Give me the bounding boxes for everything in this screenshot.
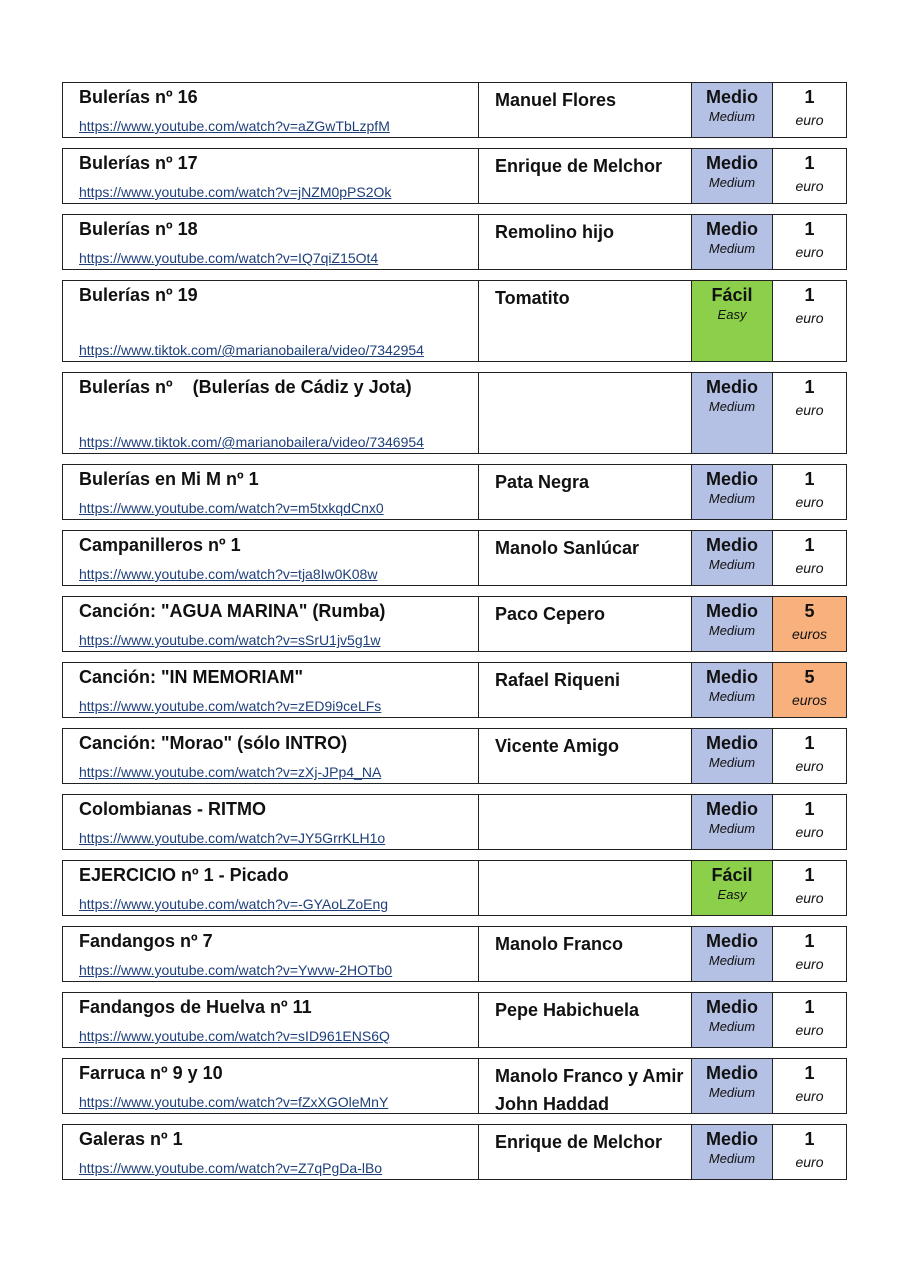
difficulty-badge xyxy=(692,83,773,137)
difficulty-label-en: Easy xyxy=(717,307,747,322)
price-cell xyxy=(773,1125,846,1179)
table-row xyxy=(62,82,847,138)
video-link[interactable]: https://www.youtube.com/watch?v=jNZM0pPS2Ok xyxy=(79,184,392,200)
price-unit: euro xyxy=(795,956,824,972)
price-unit: euro xyxy=(795,178,824,194)
title-cell xyxy=(63,215,479,269)
difficulty-label: Medio xyxy=(706,153,758,173)
price-value: 1 xyxy=(804,799,815,819)
table-row xyxy=(62,728,847,784)
price-value: 1 xyxy=(804,153,815,173)
title-cell xyxy=(63,597,479,651)
artist-name: Manolo Sanlúcar xyxy=(479,531,692,585)
price-unit: euro xyxy=(795,310,824,326)
artist-name xyxy=(479,373,692,453)
piece-title: Bulerías en Mi M nº 1 xyxy=(79,469,259,489)
artist-name: Manuel Flores xyxy=(479,83,692,137)
video-link[interactable]: https://www.youtube.com/watch?v=IQ7qiZ15Ot4 xyxy=(79,250,379,266)
video-link[interactable]: https://www.youtube.com/watch?v=JY5GrrKLH1o xyxy=(79,830,386,846)
price-value: 1 xyxy=(804,285,815,305)
price-value: 5 xyxy=(804,667,815,687)
video-link[interactable]: https://www.youtube.com/watch?v=zXj-JPp4_NA xyxy=(79,764,382,780)
title-cell xyxy=(63,1059,479,1113)
difficulty-badge xyxy=(692,861,773,915)
table-row xyxy=(62,464,847,520)
table-row xyxy=(62,372,847,454)
difficulty-label: Medio xyxy=(706,219,758,239)
difficulty-badge xyxy=(692,597,773,651)
difficulty-label: Medio xyxy=(706,997,758,1017)
video-link[interactable]: https://www.youtube.com/watch?v=sSrU1jv5g1w xyxy=(79,632,381,648)
price-value: 1 xyxy=(804,469,815,489)
difficulty-label-en: Medium xyxy=(708,109,756,124)
difficulty-label-en: Easy xyxy=(717,887,747,902)
price-value: 1 xyxy=(804,219,815,239)
piece-title: Galeras nº 1 xyxy=(79,1129,183,1149)
price-value: 1 xyxy=(804,1063,815,1083)
title-cell xyxy=(63,465,479,519)
title-cell xyxy=(63,993,479,1047)
price-value: 1 xyxy=(804,377,815,397)
difficulty-label: Medio xyxy=(706,1063,758,1083)
difficulty-label-en: Medium xyxy=(708,399,756,414)
artist-name: Pata Negra xyxy=(479,465,692,519)
artist-name: Rafael Riqueni xyxy=(479,663,692,717)
artist-name xyxy=(479,861,692,915)
difficulty-badge xyxy=(692,795,773,849)
difficulty-badge xyxy=(692,663,773,717)
difficulty-label-en: Medium xyxy=(708,1019,756,1034)
price-cell xyxy=(773,465,846,519)
price-cell xyxy=(773,993,846,1047)
artist-name: Enrique de Melchor xyxy=(479,149,692,203)
price-cell xyxy=(773,215,846,269)
difficulty-label-en: Medium xyxy=(708,623,756,638)
difficulty-label-en: Medium xyxy=(708,1151,756,1166)
price-value: 1 xyxy=(804,535,815,555)
price-unit: euro xyxy=(795,1154,824,1170)
price-unit: euro xyxy=(795,824,824,840)
table-row xyxy=(62,214,847,270)
artist-name xyxy=(479,795,692,849)
title-cell xyxy=(63,83,479,137)
title-cell xyxy=(63,663,479,717)
price-cell xyxy=(773,795,846,849)
difficulty-badge xyxy=(692,373,773,453)
difficulty-label: Medio xyxy=(706,1129,758,1149)
difficulty-badge xyxy=(692,215,773,269)
artist-name: Tomatito xyxy=(479,281,692,361)
price-unit: euro xyxy=(795,494,824,510)
price-unit: euro xyxy=(795,560,824,576)
price-cell xyxy=(773,149,846,203)
table-row xyxy=(62,860,847,916)
difficulty-badge xyxy=(692,531,773,585)
table-row xyxy=(62,1124,847,1180)
difficulty-label-en: Medium xyxy=(708,953,756,968)
artist-name: Pepe Habichuela xyxy=(479,993,692,1047)
title-cell xyxy=(63,281,479,361)
difficulty-label-en: Medium xyxy=(708,241,756,256)
difficulty-label-en: Medium xyxy=(708,755,756,770)
price-cell xyxy=(773,1059,846,1113)
table-row xyxy=(62,662,847,718)
price-value: 1 xyxy=(804,87,815,107)
difficulty-label: Medio xyxy=(706,733,758,753)
difficulty-label: Medio xyxy=(706,667,758,687)
piece-title: Bulerías nº 18 xyxy=(79,219,198,239)
price-unit: euro xyxy=(795,402,824,418)
price-value: 1 xyxy=(804,931,815,951)
price-unit: euro xyxy=(795,244,824,260)
table-row xyxy=(62,794,847,850)
piece-title: Fandangos de Huelva nº 11 xyxy=(79,997,312,1017)
difficulty-label: Medio xyxy=(706,601,758,621)
table-row xyxy=(62,1058,847,1114)
artist-name: Paco Cepero xyxy=(479,597,692,651)
video-link[interactable]: https://www.youtube.com/watch?v=sID961ENS6Q xyxy=(79,1028,390,1044)
difficulty-label-en: Medium xyxy=(708,689,756,704)
artist-name: Vicente Amigo xyxy=(479,729,692,783)
difficulty-label-en: Medium xyxy=(708,821,756,836)
price-value: 1 xyxy=(804,1129,815,1149)
difficulty-badge xyxy=(692,1125,773,1179)
difficulty-label-en: Medium xyxy=(708,491,756,506)
video-link[interactable]: https://www.youtube.com/watch?v=m5txkqdCnx0 xyxy=(79,500,384,516)
piece-title: EJERCICIO nº 1 - Picado xyxy=(79,865,289,885)
video-link[interactable]: https://www.youtube.com/watch?v=fZxXGOleMnY xyxy=(79,1094,389,1110)
price-unit: euro xyxy=(795,1022,824,1038)
price-cell xyxy=(773,663,846,717)
price-cell xyxy=(773,531,846,585)
difficulty-label: Medio xyxy=(706,931,758,951)
piece-title: Campanilleros nº 1 xyxy=(79,535,241,555)
price-cell xyxy=(773,927,846,981)
title-cell xyxy=(63,861,479,915)
video-link[interactable]: https://www.youtube.com/watch?v=tja8Iw0K08w xyxy=(79,566,378,582)
price-cell xyxy=(773,861,846,915)
title-cell xyxy=(63,795,479,849)
artist-name: Manolo Franco y Amir John Haddad xyxy=(479,1059,692,1113)
table-row xyxy=(62,926,847,982)
piece-title: Canción: "IN MEMORIAM" xyxy=(79,667,304,687)
price-value: 1 xyxy=(804,733,815,753)
artist-name: Manolo Franco xyxy=(479,927,692,981)
piece-title: Bulerías nº 17 xyxy=(79,153,198,173)
title-cell xyxy=(63,531,479,585)
price-unit: euros xyxy=(791,626,828,642)
difficulty-label: Medio xyxy=(706,87,758,107)
piece-title: Farruca nº 9 y 10 xyxy=(79,1063,223,1083)
video-link[interactable]: https://www.youtube.com/watch?v=aZGwTbLzpfM xyxy=(79,118,390,134)
difficulty-badge xyxy=(692,927,773,981)
price-cell xyxy=(773,597,846,651)
table-row xyxy=(62,530,847,586)
difficulty-label: Fácil xyxy=(711,285,753,305)
table-row xyxy=(62,148,847,204)
price-value: 5 xyxy=(804,601,815,621)
difficulty-label: Medio xyxy=(706,799,758,819)
table-row xyxy=(62,596,847,652)
title-cell xyxy=(63,729,479,783)
price-value: 1 xyxy=(804,997,815,1017)
title-cell xyxy=(63,1125,479,1179)
piece-title: Canción: "Morao" (sólo INTRO) xyxy=(79,733,348,753)
price-unit: euro xyxy=(795,1088,824,1104)
price-cell xyxy=(773,729,846,783)
price-unit: euro xyxy=(795,112,824,128)
title-cell xyxy=(63,373,479,453)
price-unit: euro xyxy=(795,758,824,774)
price-unit: euro xyxy=(795,890,824,906)
piece-title: Fandangos nº 7 xyxy=(79,931,213,951)
difficulty-label: Medio xyxy=(706,377,758,397)
video-link[interactable]: https://www.tiktok.com/@marianobailera/video/7346954 xyxy=(79,434,424,450)
table-row xyxy=(62,280,847,362)
difficulty-label-en: Medium xyxy=(708,175,756,190)
video-link[interactable]: https://www.youtube.com/watch?v=zED9i9ceLFs xyxy=(79,698,382,714)
price-value: 1 xyxy=(804,865,815,885)
piece-title: Bulerías nº 16 xyxy=(79,87,198,107)
piece-title: Bulerías nº 19 xyxy=(79,285,198,305)
price-cell xyxy=(773,373,846,453)
piece-title: Bulerías nº (Bulerías de Cádiz y Jota) xyxy=(79,377,412,397)
video-link[interactable]: https://www.youtube.com/watch?v=Ywvw-2HOTb0 xyxy=(79,962,393,978)
difficulty-label-en: Medium xyxy=(708,557,756,572)
title-cell xyxy=(63,149,479,203)
video-link[interactable]: https://www.tiktok.com/@marianobailera/video/7342954 xyxy=(79,342,424,358)
difficulty-label: Fácil xyxy=(711,865,753,885)
difficulty-badge xyxy=(692,1059,773,1113)
artist-name: Enrique de Melchor xyxy=(479,1125,692,1179)
lesson-list xyxy=(62,82,847,1190)
difficulty-label: Medio xyxy=(706,469,758,489)
difficulty-badge xyxy=(692,281,773,361)
difficulty-badge xyxy=(692,149,773,203)
price-unit: euros xyxy=(791,692,828,708)
title-cell xyxy=(63,927,479,981)
piece-title: Canción: "AGUA MARINA" (Rumba) xyxy=(79,601,386,621)
price-cell xyxy=(773,281,846,361)
video-link[interactable]: https://www.youtube.com/watch?v=-GYAoLZoEng xyxy=(79,896,389,912)
difficulty-badge xyxy=(692,993,773,1047)
video-link[interactable]: https://www.youtube.com/watch?v=Z7qPgDa-lBo xyxy=(79,1160,383,1176)
difficulty-badge xyxy=(692,729,773,783)
difficulty-label: Medio xyxy=(706,535,758,555)
artist-name: Remolino hijo xyxy=(479,215,692,269)
difficulty-label-en: Medium xyxy=(708,1085,756,1100)
price-cell xyxy=(773,83,846,137)
table-row xyxy=(62,992,847,1048)
piece-title: Colombianas - RITMO xyxy=(79,799,267,819)
difficulty-badge xyxy=(692,465,773,519)
